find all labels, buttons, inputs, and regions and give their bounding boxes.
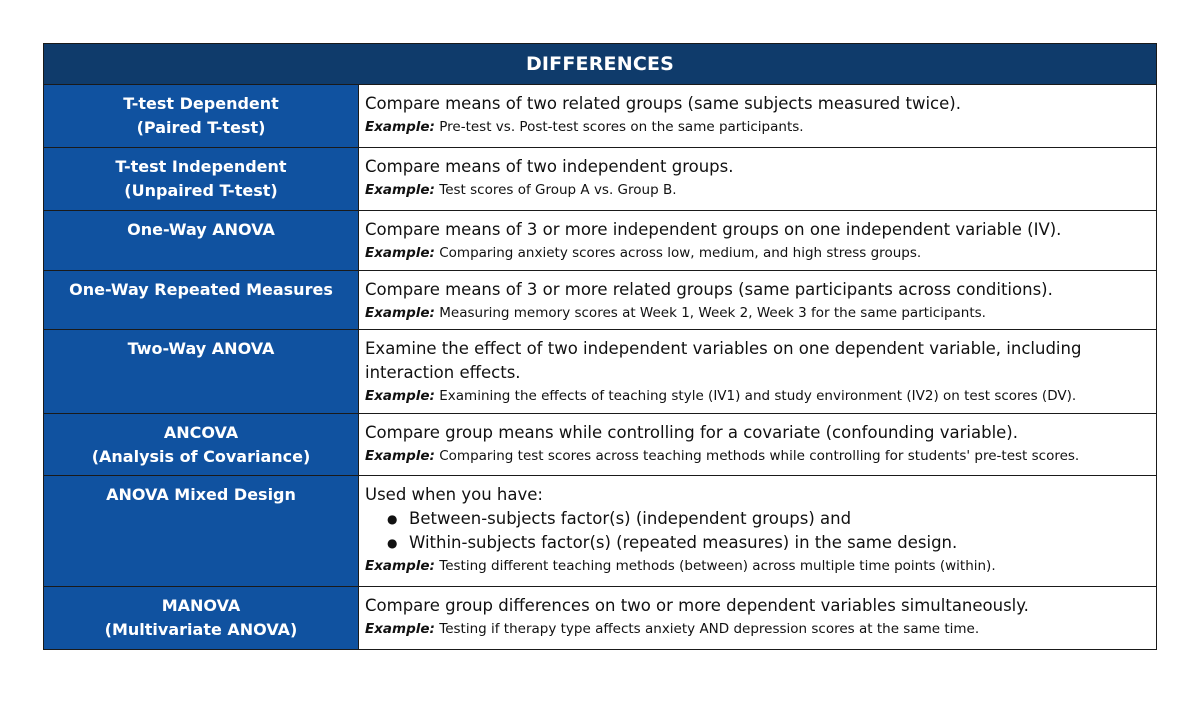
description-text: Compare means of two related groups (same subjects measured twice). <box>365 94 961 113</box>
table-row <box>44 330 1156 414</box>
test-alias: (Multivariate ANOVA) <box>104 620 298 639</box>
test-name-cell <box>44 414 359 475</box>
example-body: Examining the effects of teaching style (IV1) and study environment (IV2) on test scores (DV). <box>439 388 1077 404</box>
test-name-cell <box>44 85 359 147</box>
test-name-cell <box>44 476 359 586</box>
table-row <box>44 414 1156 476</box>
test-name-cell <box>44 148 359 210</box>
test-name-cell <box>44 211 359 270</box>
description-text: Compare group differences on two or more dependent variables simultaneously. <box>365 596 1029 615</box>
description-text: Compare group means while controlling for a covariate (confounding variable). <box>365 423 1018 442</box>
test-name: ANOVA Mixed Design <box>106 485 296 504</box>
example-text <box>365 446 1150 466</box>
test-name: T-test Independent <box>115 157 287 176</box>
example-text <box>365 117 1150 137</box>
test-name: MANOVA <box>161 596 241 615</box>
table-row <box>44 587 1156 649</box>
example-label: Example: <box>365 621 435 637</box>
description-text: Compare means of 3 or more related groups (same participants across conditions). <box>365 280 1053 299</box>
example-body: Testing different teaching methods (between) across multiple time points (within). <box>439 558 996 574</box>
example-body: Comparing test scores across teaching methods while controlling for students' pre-test scores. <box>439 448 1080 464</box>
table-row <box>44 85 1156 148</box>
example-text <box>365 619 1150 639</box>
bullet-item: ● Within-subjects factor(s) (repeated measures) in the same design. <box>409 531 1150 555</box>
example-label: Example: <box>365 182 435 198</box>
description-text: Examine the effect of two independent variables on one dependent variable, including interaction effects. <box>365 339 1082 382</box>
example-text <box>365 303 1150 323</box>
test-alias: (Unpaired T-test) <box>124 181 278 200</box>
description-text: Compare means of 3 or more independent groups on one independent variable (IV). <box>365 220 1062 239</box>
description-text: Used when you have: <box>365 485 543 504</box>
test-name-cell <box>44 271 359 329</box>
table-row <box>44 211 1156 271</box>
example-text <box>365 243 1150 263</box>
test-name: Two-Way ANOVA <box>127 339 275 358</box>
description-cell <box>359 330 1156 413</box>
test-name: One-Way ANOVA <box>127 220 275 239</box>
test-name-cell <box>44 587 359 649</box>
description-cell <box>359 211 1156 270</box>
description-text: Compare means of two independent groups. <box>365 157 734 176</box>
description-cell <box>359 85 1156 147</box>
description-cell <box>359 148 1156 210</box>
table-row <box>44 476 1156 587</box>
description-cell <box>359 414 1156 475</box>
table-row <box>44 148 1156 211</box>
example-label: Example: <box>365 245 435 261</box>
bullet-list <box>365 507 1150 555</box>
example-text <box>365 556 1150 576</box>
test-name: ANCOVA <box>163 423 239 442</box>
test-alias: (Paired T-test) <box>136 118 266 137</box>
example-label: Example: <box>365 558 435 574</box>
example-label: Example: <box>365 388 435 404</box>
test-name: T-test Dependent <box>123 94 279 113</box>
test-name: One-Way Repeated Measures <box>69 280 333 299</box>
example-body: Pre-test vs. Post-test scores on the same participants. <box>439 119 804 135</box>
example-body: Comparing anxiety scores across low, medium, and high stress groups. <box>439 245 922 261</box>
example-text <box>365 386 1150 406</box>
example-body: Test scores of Group A vs. Group B. <box>439 182 677 198</box>
example-label: Example: <box>365 448 435 464</box>
description-cell <box>359 587 1156 649</box>
test-alias: (Analysis of Covariance) <box>91 447 311 466</box>
example-body: Testing if therapy type affects anxiety AND depression scores at the same time. <box>439 621 980 637</box>
table-row <box>44 271 1156 330</box>
example-label: Example: <box>365 305 435 321</box>
test-name-cell <box>44 330 359 413</box>
bullet-item: ● Between-subjects factor(s) (independent groups) and <box>409 507 1150 531</box>
differences-table <box>43 43 1157 650</box>
example-text <box>365 180 1150 200</box>
example-body: Measuring memory scores at Week 1, Week 2, Week 3 for the same participants. <box>439 305 986 321</box>
description-cell <box>359 271 1156 329</box>
table-title: DIFFERENCES <box>44 44 1156 85</box>
description-cell <box>359 476 1156 586</box>
example-label: Example: <box>365 119 435 135</box>
